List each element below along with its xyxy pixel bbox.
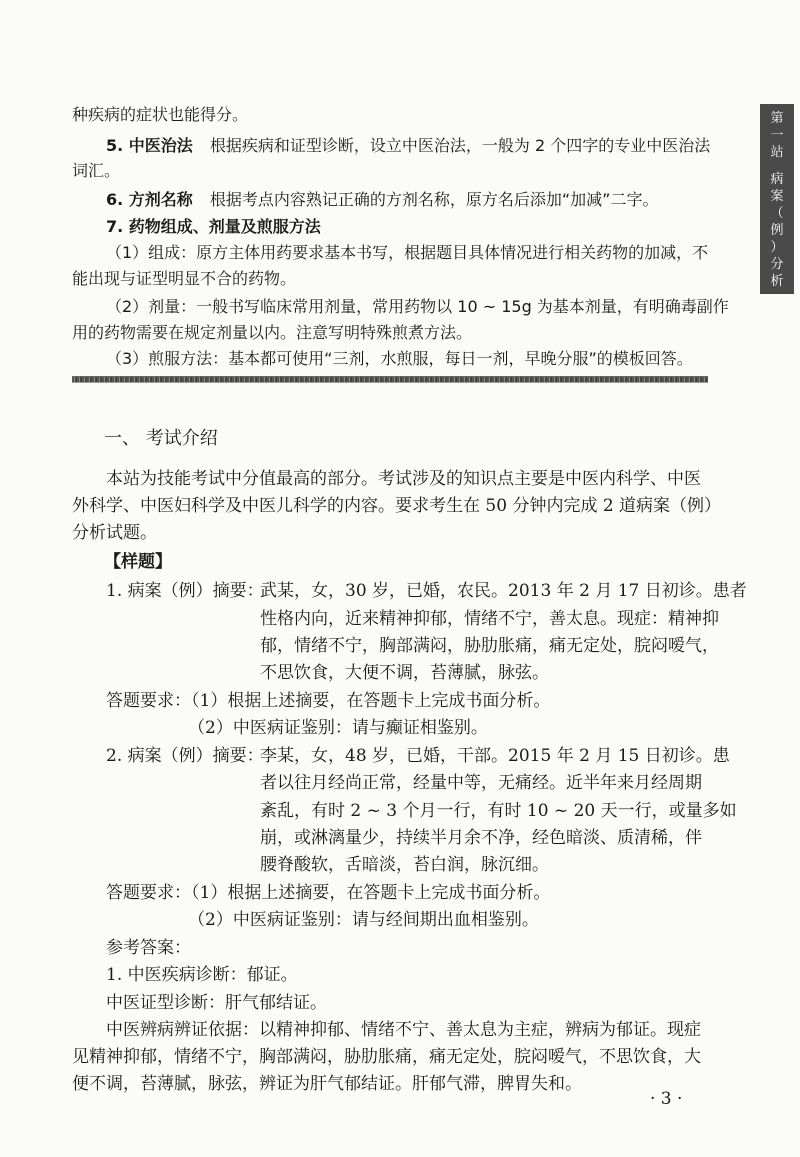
requirement-2: （2）中医病证鉴别：请与经间期出血相鉴别。 <box>188 910 539 930</box>
item-5-label: 5. 中医治法 <box>106 136 193 155</box>
answer-line: 见精神抑郁，情绪不宁，胸部满闷，胁肋胀痛，痛无定处，脘闷嗳气，不思饮食，大 <box>72 1047 701 1067</box>
item-6-text: 根据考点内容熟记正确的方剂名称，原方名后添加“加减”二字。 <box>209 190 659 209</box>
side-tab-char: 案 <box>770 189 784 204</box>
item-5 <box>106 135 710 157</box>
section-divider <box>72 376 708 383</box>
requirement-2: （2）中医病证鉴别：请与癫证相鉴别。 <box>188 718 488 738</box>
item-7-p2-line2: 用的药物需要在规定剂量以内。注意写明特殊煎煮方法。 <box>72 323 473 342</box>
item-7-p1-line2: 能出现与证型明显不合的药物。 <box>72 269 297 288</box>
intro-line: 分析试题。 <box>72 523 157 543</box>
case-1-line: 武某，女，30 岁，已婚，农民。2013 年 2 月 17 日初诊。患者 <box>260 581 747 601</box>
intro-line: 外科学、中医妇科学及中医儿科学的内容。要求考生在 50 分钟内完成 2 道病案（例） <box>72 496 722 516</box>
case-1-label: 1. 病案（例）摘要： <box>106 581 264 601</box>
intro-line: 本站为技能考试中分值最高的部分。考试涉及的知识点主要是中医内科学、中医 <box>106 469 701 489</box>
side-tab-char: 例 <box>770 223 784 238</box>
section-heading: 一、 考试介绍 <box>104 428 218 449</box>
side-tab-char: 析 <box>770 274 784 289</box>
side-tab-char: （ <box>770 206 784 221</box>
item-7-p1-line1: （1）组成：原方主体用药要求基本书写，根据题目具体情况进行相关药物的加减，不 <box>106 243 709 262</box>
item-7-p2-line1: （2）剂量：一般书写临床常用剂量，常用药物以 10 ~ 15g 为基本剂量，有明确毒副作 <box>106 297 729 316</box>
case-2-line: 腰脊酸软，舌暗淡，苔白润，脉沉细。 <box>260 855 549 875</box>
answer-line: 1. 中医疾病诊断：郁证。 <box>106 965 298 985</box>
requirements-label: 答题要求： <box>106 691 191 711</box>
side-tab-char: 分 <box>770 257 784 272</box>
answer-label: 参考答案： <box>106 938 191 958</box>
case-2-requirements <box>106 882 550 904</box>
case-1-line: 性格内向，近来精神抑郁，情绪不宁，善太息。现症：精神抑 <box>260 609 719 629</box>
case-1-line: 郁，情绪不宁，胸部满闷，胁肋胀痛，痛无定处，脘闷嗳气， <box>260 636 719 656</box>
case-1-line: 不思饮食，大便不调，苔薄腻，脉弦。 <box>260 663 549 683</box>
side-tab-char: 病 <box>770 172 784 187</box>
requirements-label: 答题要求： <box>106 883 191 903</box>
case-2-line: 崩，或淋漓量少，持续半月余不净，经色暗淡、质清稀，伴 <box>260 828 702 848</box>
answer-line: 中医证型诊断：肝气郁结证。 <box>106 993 327 1013</box>
requirement-1: （1）根据上述摘要，在答题卡上完成书面分析。 <box>191 691 551 711</box>
case-2-line: 紊乱，有时 2 ~ 3 个月一行，有时 10 ~ 20 天一行，或量多如 <box>260 801 737 821</box>
case-1-requirements <box>106 690 550 712</box>
item-5-text: 根据疾病和证型诊断，设立中医治法，一般为 2 个四字的专业中医治法 <box>209 136 711 155</box>
case-2-label: 2. 病案（例）摘要： <box>106 746 264 766</box>
item-6 <box>106 189 658 211</box>
item-5-continuation: 词汇。 <box>72 161 121 180</box>
chapter-side-tab <box>760 104 794 294</box>
item-7-label: 7. 药物组成、剂量及煎服方法 <box>106 217 321 236</box>
case-2-line: 者以往月经尚正常，经量中等，无痛经。近半年来月经周期 <box>260 773 702 793</box>
side-tab-char: 一 <box>770 128 784 143</box>
case-2-line: 李某，女，48 岁，已婚，干部。2015 年 2 月 15 日初诊。患 <box>260 746 730 766</box>
answer-line: 便不调，苔薄腻，脉弦，辨证为肝气郁结证。肝郁气滞，脾胃失和。 <box>72 1074 582 1094</box>
sample-label: 【样题】 <box>104 552 172 572</box>
side-tab-char: 第 <box>770 111 784 126</box>
continuation-line: 种疾病的症状也能得分。 <box>72 105 249 124</box>
page-number: · 3 · <box>650 1089 683 1109</box>
answer-line: 中医辨病辨证依据：以精神抑郁、情绪不宁、善太息为主症，辨病为郁证。现症 <box>106 1020 701 1040</box>
side-tab-gap <box>760 161 794 171</box>
item-6-label: 6. 方剂名称 <box>106 190 193 209</box>
requirement-1: （1）根据上述摘要，在答题卡上完成书面分析。 <box>191 883 551 903</box>
side-tab-char: ） <box>770 240 784 255</box>
side-tab-char: 站 <box>770 145 784 160</box>
item-7-p3-line1: （3）煎服方法：基本都可使用“三剂，水煎服，每日一剂，早晚分服”的模板回答。 <box>106 349 693 368</box>
